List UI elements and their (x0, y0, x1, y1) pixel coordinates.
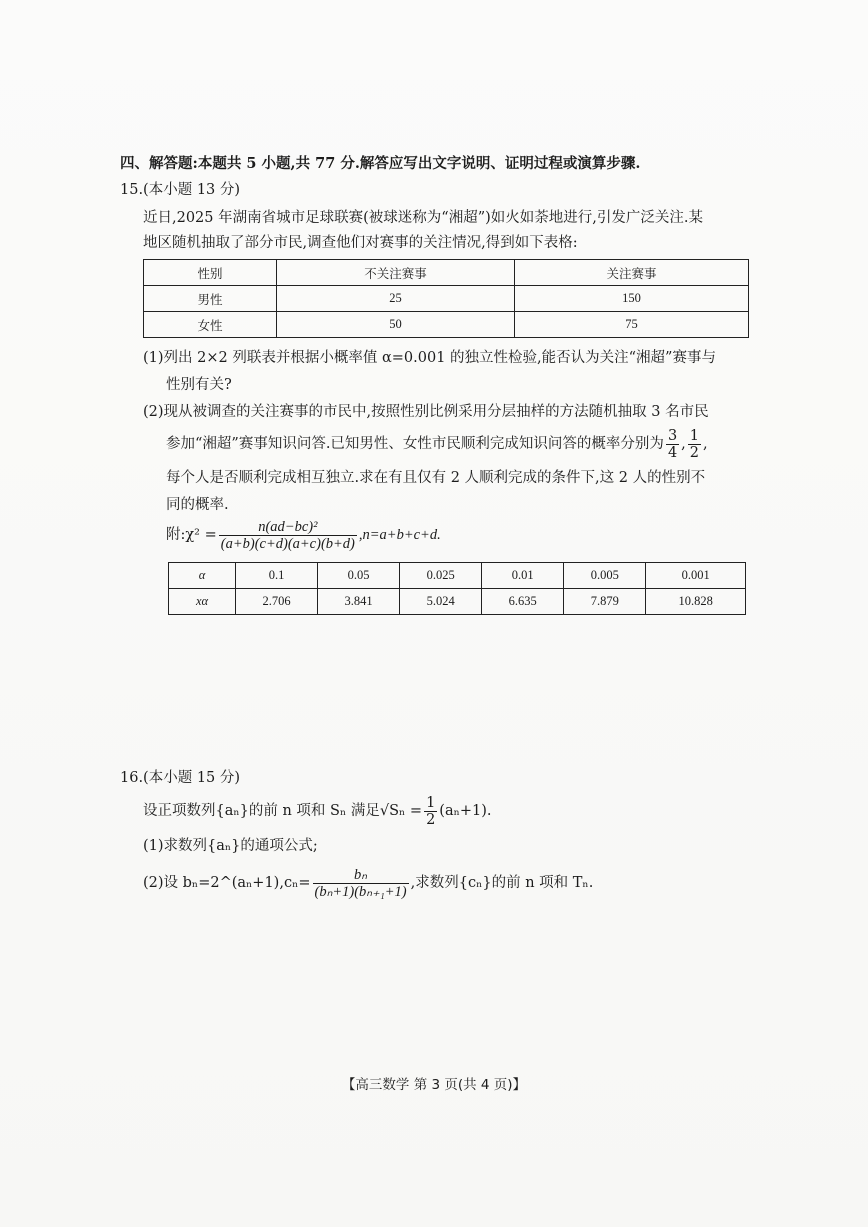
q15-survey-table (143, 259, 749, 338)
q15-header: 15.(本小题 13 分) (120, 182, 241, 198)
fraction-denominator: 4 (667, 444, 678, 461)
table-cell: 3.841 (318, 589, 400, 615)
q15-part1-line2: 性别有关? (166, 377, 232, 393)
fraction-numerator: 1 (426, 794, 436, 811)
table-cell: 0.005 (564, 563, 646, 589)
table-cell: 0.025 (400, 563, 482, 589)
q15-intro-line2: 地区随机抽取了部分市民,调查他们对赛事的关注情况,得到如下表格: (143, 235, 578, 251)
table-header-cell: 关注赛事 (515, 260, 749, 286)
q16-line1-tail: (aₙ+1). (439, 803, 492, 819)
q16-part1: (1)求数列{aₙ}的通项公式; (143, 838, 318, 854)
table-cell: 0.01 (482, 563, 564, 589)
chi-square-fraction (219, 519, 357, 552)
q15-part1-line1: (1)列出 2×2 列联表并根据小概率值 α=0.001 的独立性检验,能否认为关注“湘超”赛事与 (143, 350, 716, 366)
table-cell: 女性 (144, 312, 277, 338)
fraction-denominator: 2 (689, 444, 700, 461)
table-cell: 男性 (144, 286, 277, 312)
q15-part2-line1: (2)现从被调查的关注赛事的市民中,按照性别比例采用分层抽样的方法随机抽取 3 名市民 (143, 404, 709, 420)
fraction-numerator: bₙ (313, 867, 409, 884)
table-cell: 6.635 (482, 589, 564, 615)
table-row (169, 589, 746, 615)
q15-intro-line1: 近日,2025 年湖南省城市足球联赛(被球迷称为“湘超”)如火如荼地进行,引发广泛关注.某 (143, 210, 703, 226)
fraction-denominator: (a+b)(c+d)(a+c)(b+d) (220, 535, 355, 552)
fraction (313, 867, 409, 900)
q16-header: 16.(本小题 15 分) (120, 770, 241, 786)
page-footer: 【高三数学 第 3 页(共 4 页)】 (341, 1077, 527, 1093)
table-cell: 0.1 (236, 563, 318, 589)
table-header-cell: 不关注赛事 (277, 260, 515, 286)
q15-part2-line2-text: 参加“湘超”赛事知识问答.已知男性、女性市民顺利完成知识问答的概率分别为 (166, 436, 664, 452)
q16-part2-suffix: ,求数列{cₙ}的前 n 项和 Tₙ. (410, 875, 594, 891)
table-cell: 0.05 (318, 563, 400, 589)
table-cell: 50 (277, 312, 515, 338)
table-header-cell: 性别 (144, 260, 277, 286)
fraction (688, 428, 701, 461)
table-cell: 10.828 (646, 589, 746, 615)
q15-part2-line2: 参加“湘超”赛事知识问答.已知男性、女性市民顺利完成知识问答的概率分别为 $\frac{3}{4}$ , $\frac{1}{2}$ , (166, 427, 708, 461)
table-row (144, 312, 749, 338)
table-row (144, 260, 749, 286)
q16-line1-text: 设正项数列{aₙ}的前 n 项和 Sₙ 满足√Sₙ = (143, 803, 423, 819)
q16-part2 (143, 864, 593, 902)
table-row (169, 563, 746, 589)
fraction (424, 795, 437, 828)
fraction-denominator: (bₙ+1)(bₙ₊₁+1) (314, 883, 407, 900)
q16-line1 (143, 793, 492, 829)
fraction-numerator: n(ad−bc)² (219, 519, 357, 536)
fraction-numerator: 1 (689, 427, 700, 444)
table-cell: α (169, 563, 236, 589)
table-cell: xα (169, 589, 236, 615)
table-cell: 75 (515, 312, 749, 338)
table-cell: 5.024 (400, 589, 482, 615)
formula-suffix: ,n=a+b+c+d. (358, 527, 441, 543)
table-cell: 7.879 (564, 589, 646, 615)
table-cell: 150 (515, 286, 749, 312)
table-cell: 2.706 (236, 589, 318, 615)
table-row (144, 286, 749, 312)
formula-prefix: 附:χ² = (166, 527, 217, 543)
critical-value-table (168, 562, 746, 615)
table-cell: 0.001 (646, 563, 746, 589)
q15-part2-line4: 同的概率. (166, 497, 229, 513)
q15-part2-line3: 每个人是否顺利完成相互独立.求在有且仅有 2 人顺利完成的条件下,这 2 人的性别不 (166, 470, 706, 486)
fraction (666, 428, 679, 461)
q15-formula-note (166, 517, 441, 553)
fraction-numerator: 3 (667, 427, 678, 444)
q16-part2-prefix: (2)设 bₙ=2^(aₙ+1),cₙ= (143, 875, 311, 891)
fraction-denominator: 2 (426, 811, 436, 828)
section-heading: 四、解答题:本题共 5 小题,共 77 分.解答应写出文字说明、证明过程或演算步骤. (120, 155, 641, 172)
table-cell: 25 (277, 286, 515, 312)
